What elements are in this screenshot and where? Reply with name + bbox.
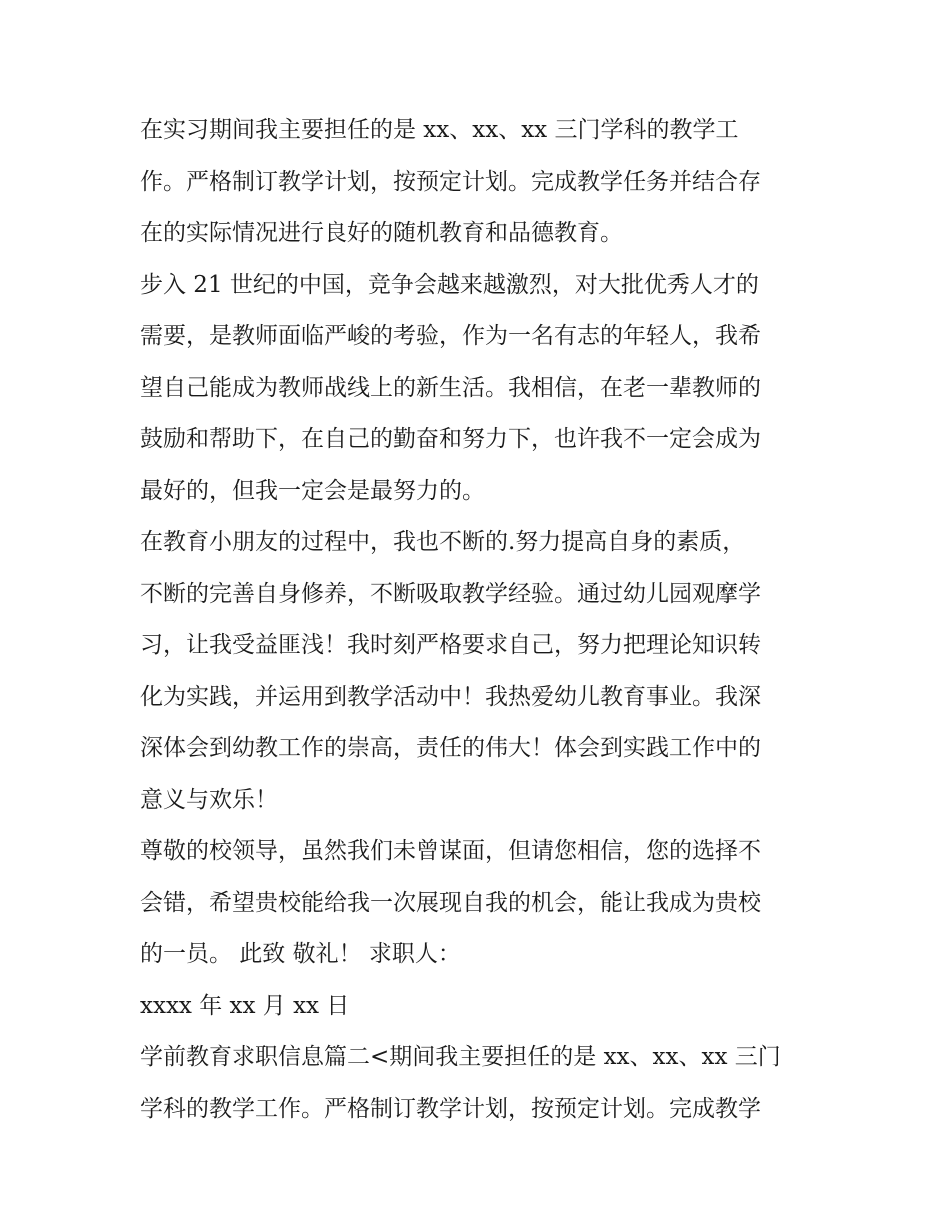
text-line: 化为实践，并运用到教学活动中！我热爱幼儿教育事业。我深 xyxy=(140,683,761,710)
text-line: 在教育小朋友的过程中，我也不断的.努力提高自身的素质， xyxy=(140,529,746,555)
text-line: 步入 21 世纪的中国，竞争会越来越激烈，对大批优秀人才的 xyxy=(140,271,759,298)
text-line: 尊敬的校领导，虽然我们未曾谋面，但请您相信，您的选择不 xyxy=(140,838,761,864)
text-line: 学科的教学工作。严格制订教学计划，按预定计划。完成教学 xyxy=(140,1095,761,1122)
text-line: 习，让我受益匪浅！我时刻严格要求自己，努力把理论知识转 xyxy=(140,632,761,658)
text-line: 会错，希望贵校能给我一次展现自我的机会，能让我成为贵校 xyxy=(140,889,761,916)
text-line: 望自己能成为教师战线上的新生活。我相信，在老一辈教师的 xyxy=(140,374,761,401)
text-line: 最好的，但我一定会是最努力的。 xyxy=(140,477,485,504)
text-line: 鼓励和帮助下，在自己的勤奋和努力下，也许我不一定会成为 xyxy=(140,426,761,452)
text-line: 学前教育求职信息篇二<期间我主要担任的是 xx、xx、xx 三门 xyxy=(140,1044,781,1070)
document-body xyxy=(140,105,830,1135)
text-line: 意义与欢乐！ xyxy=(140,786,278,813)
text-line: 作。严格制订教学计划，按预定计划。完成教学任务并结合存 xyxy=(140,168,761,195)
text-line: 不断的完善自身修养，不断吸取教学经验。通过幼儿园观摩学 xyxy=(140,580,761,607)
text-line: 深体会到幼教工作的崇高，责任的伟大！体会到实践工作中的 xyxy=(140,735,761,761)
text-line: 需要，是教师面临严峻的考验，作为一名有志的年轻人，我希 xyxy=(140,323,761,349)
date-line: xxxx 年 xx 月 xx 日 xyxy=(140,992,350,1019)
text-line: 在的实际情况进行良好的随机教育和品德教育。 xyxy=(140,220,623,246)
text-line: 在实习期间我主要担任的是 xx、xx、xx 三门学科的教学工 xyxy=(140,117,739,143)
text-line: 的一员。 此致 敬礼！ 求职人： xyxy=(140,941,461,967)
